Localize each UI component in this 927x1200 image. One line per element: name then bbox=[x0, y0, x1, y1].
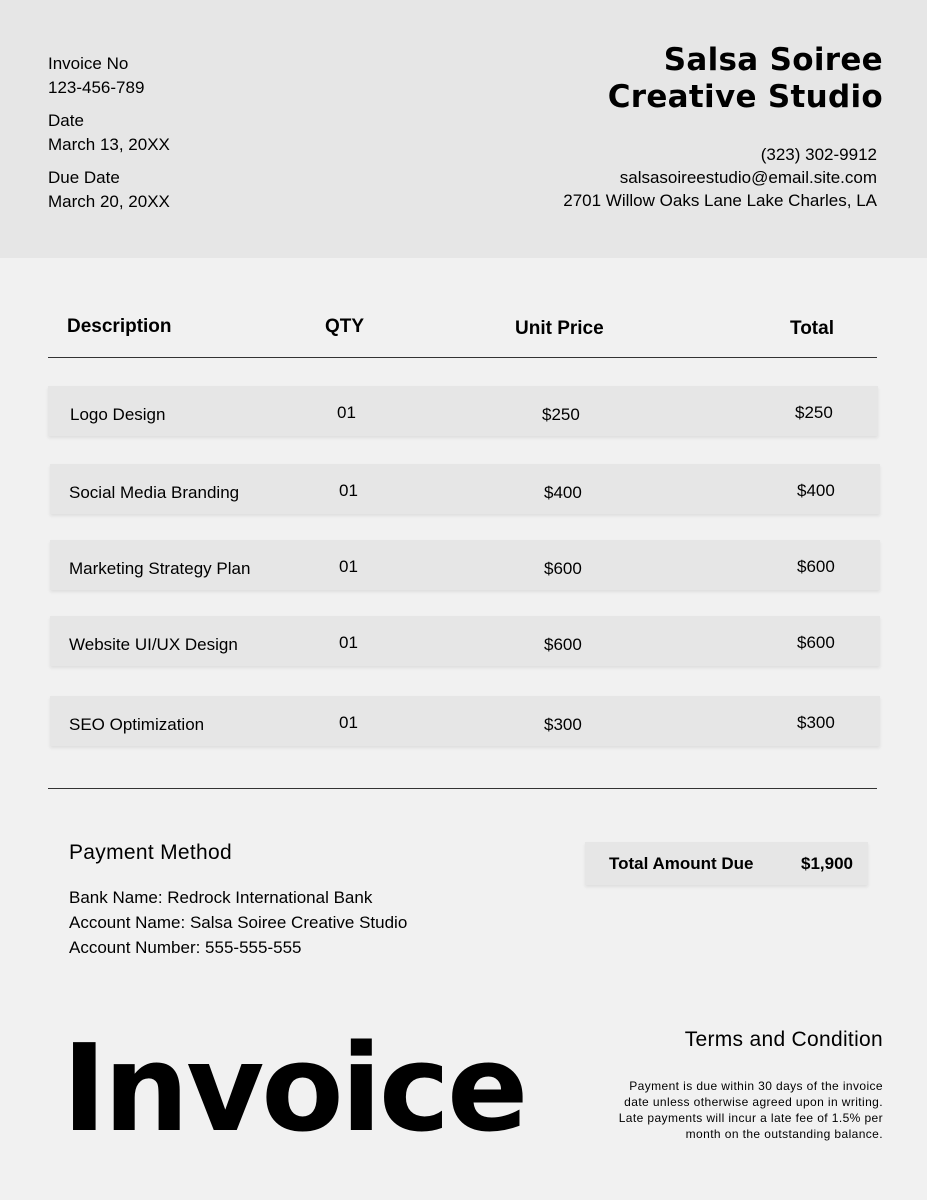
terms-line: date unless otherwise agreed upon in writing. bbox=[624, 1095, 883, 1109]
row-total: $250 bbox=[795, 403, 833, 422]
payment-method-title: Payment Method bbox=[69, 841, 232, 864]
company-name bbox=[608, 42, 883, 116]
header-description: Description bbox=[67, 316, 172, 337]
payment-details bbox=[69, 885, 407, 960]
total-amount-due-value: $1,900 bbox=[801, 854, 853, 873]
table-row bbox=[50, 464, 880, 514]
row-unit-price: $600 bbox=[544, 559, 582, 578]
row-qty: 01 bbox=[339, 633, 358, 652]
row-unit-price: $400 bbox=[544, 483, 582, 502]
invoice-no-label: Invoice No bbox=[48, 54, 129, 73]
table-row bbox=[50, 696, 880, 746]
row-unit-price: $600 bbox=[544, 635, 582, 654]
table-top-divider bbox=[48, 357, 877, 358]
row-qty: 01 bbox=[339, 557, 358, 576]
row-qty: 01 bbox=[339, 481, 358, 500]
terms-text bbox=[583, 1078, 883, 1142]
row-unit-price: $300 bbox=[544, 715, 582, 734]
row-total: $300 bbox=[797, 713, 835, 732]
table-row bbox=[50, 540, 880, 590]
account-number: Account Number: 555-555-555 bbox=[69, 938, 302, 957]
row-description: SEO Optimization bbox=[69, 715, 205, 734]
row-unit-price: $250 bbox=[542, 405, 580, 424]
header-unit-price: Unit Price bbox=[515, 318, 604, 339]
terms-line: Payment is due within 30 days of the invoice bbox=[629, 1079, 883, 1093]
table-bottom-divider bbox=[48, 788, 877, 789]
company-address: 2701 Willow Oaks Lane Lake Charles, LA bbox=[563, 191, 877, 210]
header-total: Total bbox=[790, 318, 834, 339]
due-date-label: Due Date bbox=[48, 168, 120, 187]
row-total: $600 bbox=[797, 633, 835, 652]
invoice-header bbox=[0, 0, 927, 258]
invoice-meta bbox=[48, 52, 170, 223]
due-date-value: March 20, 20XX bbox=[48, 192, 170, 211]
row-total: $400 bbox=[797, 481, 835, 500]
company-name-line2: Creative Studio bbox=[607, 79, 883, 115]
terms-line: month on the outstanding balance. bbox=[685, 1127, 883, 1141]
row-description: Social Media Branding bbox=[69, 483, 240, 502]
total-amount-due-box bbox=[585, 842, 868, 885]
invoice-big-title: Invoice bbox=[62, 1020, 526, 1159]
row-total: $600 bbox=[797, 557, 835, 576]
company-contact bbox=[563, 143, 877, 212]
row-qty: 01 bbox=[337, 403, 356, 422]
table-row bbox=[48, 386, 878, 436]
date-label: Date bbox=[48, 111, 84, 130]
invoice-no-value: 123-456-789 bbox=[48, 78, 145, 97]
row-description: Marketing Strategy Plan bbox=[69, 559, 251, 578]
table-row bbox=[50, 616, 880, 666]
row-description: Logo Design bbox=[70, 405, 166, 424]
company-email: salsasoireestudio@email.site.com bbox=[619, 168, 877, 187]
company-name-line1: Salsa Soiree bbox=[663, 42, 883, 78]
row-qty: 01 bbox=[339, 713, 358, 732]
terms-title: Terms and Condition bbox=[684, 1028, 883, 1051]
account-name: Account Name: Salsa Soiree Creative Studio bbox=[69, 913, 408, 932]
row-description: Website UI/UX Design bbox=[69, 635, 238, 654]
date-value: March 13, 20XX bbox=[48, 135, 170, 154]
company-phone: (323) 302-9912 bbox=[760, 145, 877, 164]
terms-line: Late payments will incur a late fee of 1.5% per bbox=[618, 1111, 883, 1125]
header-qty: QTY bbox=[325, 316, 365, 337]
total-amount-due-label: Total Amount Due bbox=[609, 854, 754, 873]
bank-name: Bank Name: Redrock International Bank bbox=[69, 888, 373, 907]
